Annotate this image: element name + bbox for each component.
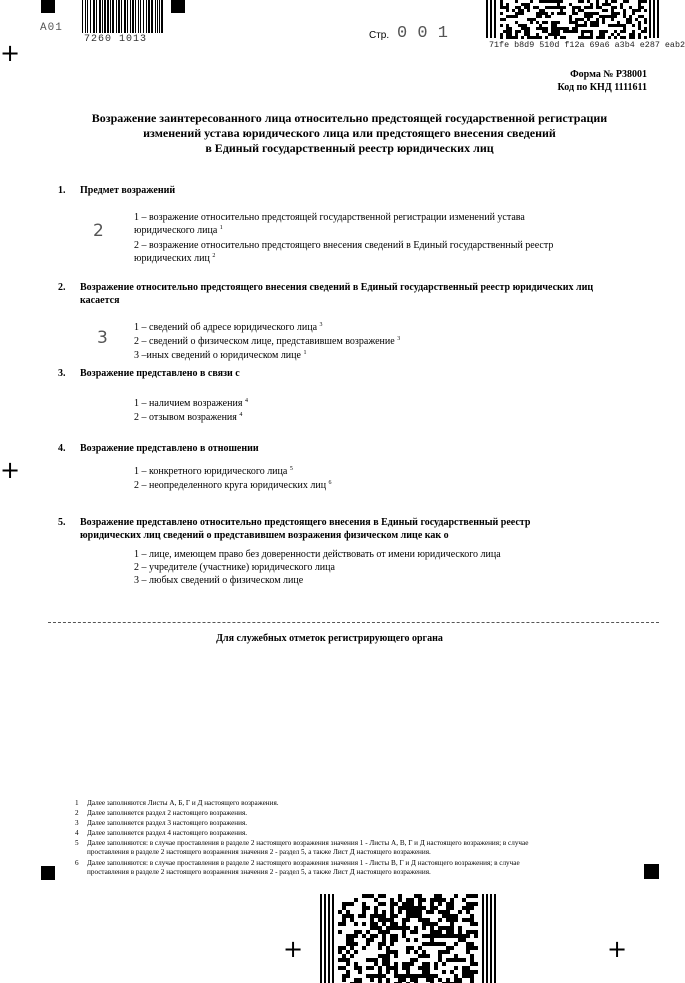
section-2-answer-field[interactable]: 3 xyxy=(97,328,108,348)
option-line: 1 – сведений об адресе юридического лица $^3$ xyxy=(134,322,323,333)
section-2-number: 2. xyxy=(58,282,66,293)
footnote-3: 3 Далее заполняется раздел 3 настоящего возражения. xyxy=(75,819,248,827)
top-2d-barcode xyxy=(486,0,659,38)
registration-mark-top-left xyxy=(41,0,55,13)
crosshair-icon: + xyxy=(0,456,21,484)
service-note: Для служебных отметок регистрирующего органа xyxy=(216,633,443,644)
crosshair-icon: + xyxy=(283,935,304,963)
option-line: 3 –иных сведений о юридическом лице $^1$ xyxy=(134,350,307,361)
option-line: 1 – возражение относительно предстоящей государственной регистрации изменений устава xyxy=(134,212,525,223)
option-line: юридического лица $^1$ xyxy=(134,225,223,236)
section-4-options xyxy=(134,466,332,492)
bottom-2d-barcode xyxy=(320,894,496,983)
title-line: Возражение заинтересованного лица относительно предстоящей государственной регистрации xyxy=(91,111,608,125)
page-number: 0 0 1 xyxy=(397,24,449,43)
dashed-divider xyxy=(48,622,659,623)
title-line: в Единый государственный реестр юридических лиц xyxy=(205,141,494,155)
section-4-number: 4. xyxy=(58,443,66,454)
linear-barcode xyxy=(82,0,162,33)
footnote-6: 6 Далее заполняются: в случае проставления в разделе 2 настоящего возражения значения 1 - Листы В, Г и Д настоящего возражения; в случае проставления в разделе 2 настоящего возражения значения 2 - раздел 5, а также Лист Д настоящего возражения. xyxy=(75,859,520,876)
document-title xyxy=(40,111,659,156)
section-1-title: Предмет возражений xyxy=(80,185,176,196)
option-line: 2 – сведений о физическом лице, представившем возражение $^3$ xyxy=(134,336,401,347)
crosshair-icon: + xyxy=(0,39,21,67)
option-line: 1 – наличием возражения $^4$ xyxy=(134,398,248,409)
title-line: изменений устава юридического лица или предстоящего внесения сведений xyxy=(143,126,556,140)
option-line: 2 – неопределенного круга юридических лиц $^6$ xyxy=(134,480,332,491)
option-line: 1 – лице, имеющем право без доверенности действовать от имени юридического лица xyxy=(134,549,501,560)
section-5-options xyxy=(134,549,501,587)
registration-mark-top-mid xyxy=(171,0,185,13)
footnote-1: 1 Далее заполняются Листы А, Б, Г и Д настоящего возражения. xyxy=(75,799,279,807)
section-1-options xyxy=(134,212,553,265)
section-3-options xyxy=(134,398,248,424)
section-1-answer-field[interactable]: 2 xyxy=(93,221,104,241)
section-5-title: Возражение представлено относительно предстоящего внесения в Единый государственный реестр юридических лиц сведений о представившем возражения физическом лице как о xyxy=(80,517,531,541)
option-line: 2 – учредителе (участнике) юридического лица xyxy=(134,562,335,573)
footnote-2: 2 Далее заполняется раздел 2 настоящего возражения. xyxy=(75,809,248,817)
page-label: Стр. xyxy=(369,30,390,41)
section-2-title: Возражение относительно предстоящего внесения сведений в Единый государственный реестр юридических лиц касается xyxy=(80,282,594,306)
section-1-number: 1. xyxy=(58,185,66,196)
footnote-5: 5 Далее заполняются: в случае проставления в разделе 2 настоящего возражения значения 1 - Листы А, В, Г и Д настоящего возражения; в случае проставления в разделе 2 настоящего возражения значения 2 - раздел 5, а также Лист Д настоящего возражения. xyxy=(75,839,529,856)
section-2-options xyxy=(134,322,400,362)
section-3-title: Возражение представлено в связи с xyxy=(80,368,240,379)
option-line: юридических лиц $^2$ xyxy=(134,253,216,264)
knd-code: Код по КНД 1111611 xyxy=(557,82,647,93)
option-line: 1 – конкретного юридического лица $^5$ xyxy=(134,466,293,477)
option-line: 2 – отзывом возражения $^4$ xyxy=(134,412,243,423)
section-3-number: 3. xyxy=(58,368,66,379)
section-4-title: Возражение представлено в отношении xyxy=(80,443,259,454)
section-5-number: 5. xyxy=(58,517,66,528)
document-number: 7260 1013 xyxy=(84,34,148,45)
footnote-4: 4 Далее заполняется раздел 4 настоящего возражения. xyxy=(75,829,248,837)
form-number: Форма № Р38001 xyxy=(570,69,647,80)
option-line: 2 – возражение относительно предстоящего внесения сведений в Единый государственный реестр xyxy=(134,240,554,251)
option-line: 3 – любых сведений о физическом лице xyxy=(134,575,304,586)
hash-code: 71fe b8d9 510d f12a 69a6 a3b4 e287 eab2 xyxy=(489,40,685,50)
sheet-code: A01 xyxy=(40,22,63,34)
crosshair-icon: + xyxy=(607,935,628,963)
registration-mark-bottom-left xyxy=(41,866,55,880)
